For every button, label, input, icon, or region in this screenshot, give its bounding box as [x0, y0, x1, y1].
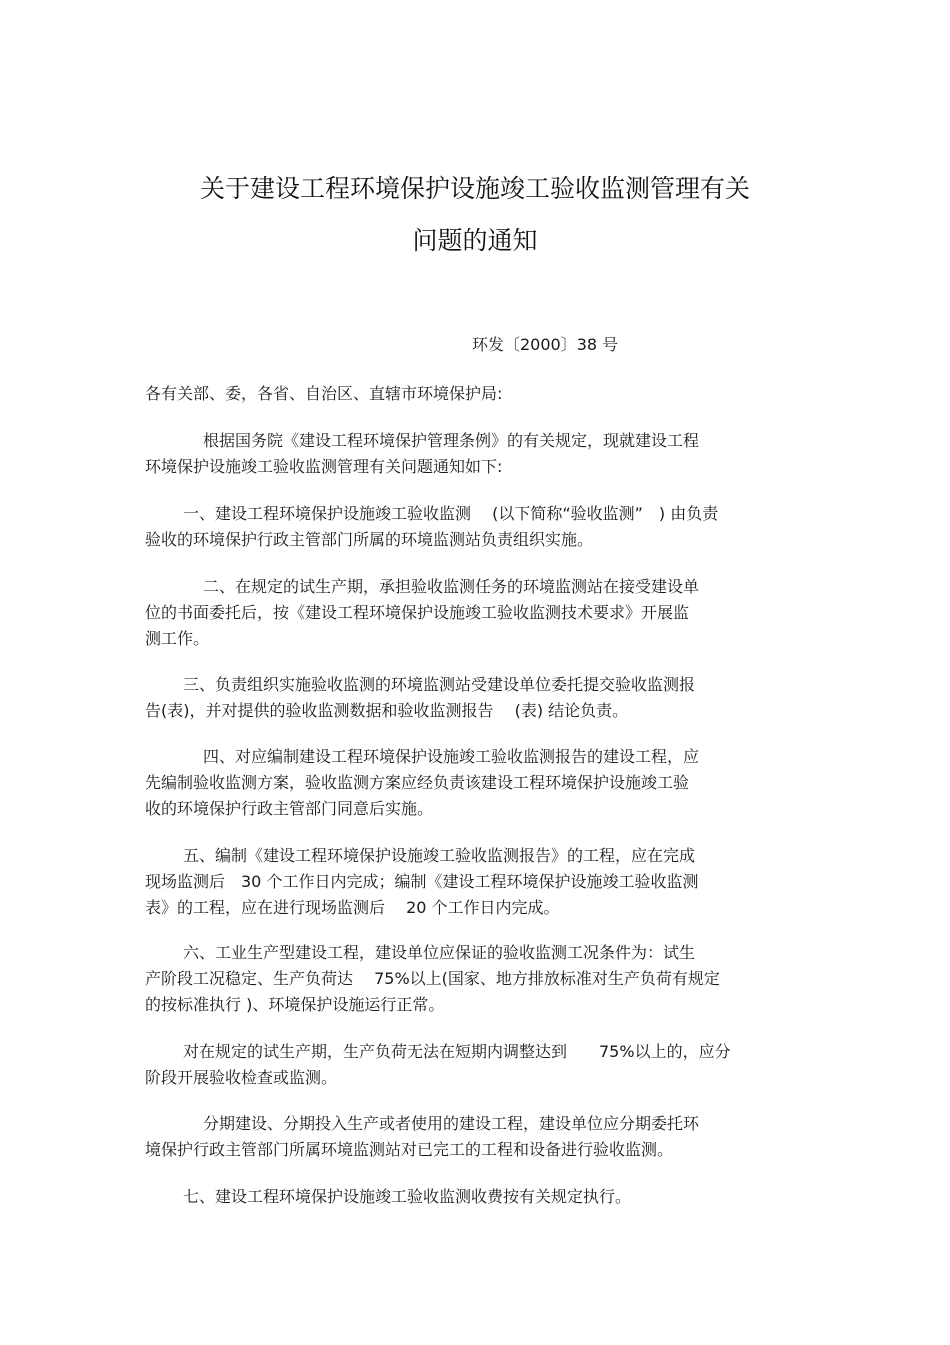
paragraph-6-line-0: 六、工业生产型建设工程，建设单位应保证的验收监测工况条件为：试生 [183, 943, 696, 962]
paragraph-5-line-1: 现场监测后 30 个工作日内完成；编制《建设工程环境保护设施竣工验收监测 [145, 872, 699, 891]
paragraph-7-line-1: 阶段开展验收检查或监测。 [145, 1068, 338, 1087]
paragraph-8-line-1: 境保护行政主管部门所属环境监测站对已完工的工程和设备进行验收监测。 [145, 1140, 674, 1159]
paragraph-8-line-0: 分期建设、分期投入生产或者使用的建设工程，建设单位应分期委托环 [203, 1114, 700, 1133]
paragraph-3-line-1: 告(表)，并对提供的验收监测数据和验收监测报告 (表) 结论负责。 [145, 701, 629, 720]
paragraph-4-line-2: 收的环境保护行政主管部门同意后实施。 [145, 799, 434, 818]
paragraph-5-line-0: 五、编制《建设工程环境保护设施竣工验收监测报告》的工程，应在完成 [183, 846, 696, 865]
paragraph-1-line-1: 验收的环境保护行政主管部门所属的环境监测站负责组织实施。 [145, 530, 594, 549]
paragraph-2-line-0: 二、在规定的试生产期，承担验收监测任务的环境监测站在接受建设单 [203, 577, 700, 596]
paragraph-4-line-1: 先编制验收监测方案，验收监测方案应经负责该建设工程环境保护设施竣工验 [145, 773, 690, 792]
paragraph-1-line-0: 一、建设工程环境保护设施竣工验收监测 (以下简称“验收监测” ) 由负责 [183, 504, 719, 523]
paragraph-0-line-0: 根据国务院《建设工程环境保护管理条例》的有关规定，现就建设工程 [203, 431, 700, 450]
paragraph-2-line-1: 位的书面委托后，按《建设工程环境保护设施竣工验收监测技术要求》开展监 [145, 603, 690, 622]
document-title-line-1: 关于建设工程环境保护设施竣工验收监测管理有关 [199, 174, 750, 203]
paragraph-2-line-2: 测工作。 [145, 629, 210, 648]
paragraph-0-line-1: 环境保护设施竣工验收监测管理有关问题通知如下: [145, 457, 503, 476]
document-number: 环发〔2000〕38 号 [472, 335, 619, 354]
paragraph-4-line-0: 四、对应编制建设工程环境保护设施竣工验收监测报告的建设工程，应 [203, 747, 700, 766]
addressee: 各有关部、委，各省、自治区、直辖市环境保护局: [145, 384, 503, 403]
paragraph-6-line-1: 产阶段工况稳定、生产负荷达 75%以上(国家、地方排放标准对生产负荷有规定 [145, 969, 720, 988]
paragraph-5-line-2: 表》的工程，应在进行现场监测后 20 个工作日内完成。 [145, 898, 560, 917]
paragraph-7-line-0: 对在规定的试生产期，生产负荷无法在短期内调整达到 75%以上的，应分 [183, 1042, 731, 1061]
paragraph-6-line-2: 的按标准执行 )、环境保护设施运行正常。 [145, 995, 445, 1014]
paragraph-3-line-0: 三、负责组织实施验收监测的环境监测站受建设单位委托提交验收监测报 [183, 675, 696, 694]
paragraph-9-line-0: 七、建设工程环境保护设施竣工验收监测收费按有关规定执行。 [183, 1187, 632, 1206]
document-title-line-2: 问题的通知 [412, 226, 538, 255]
